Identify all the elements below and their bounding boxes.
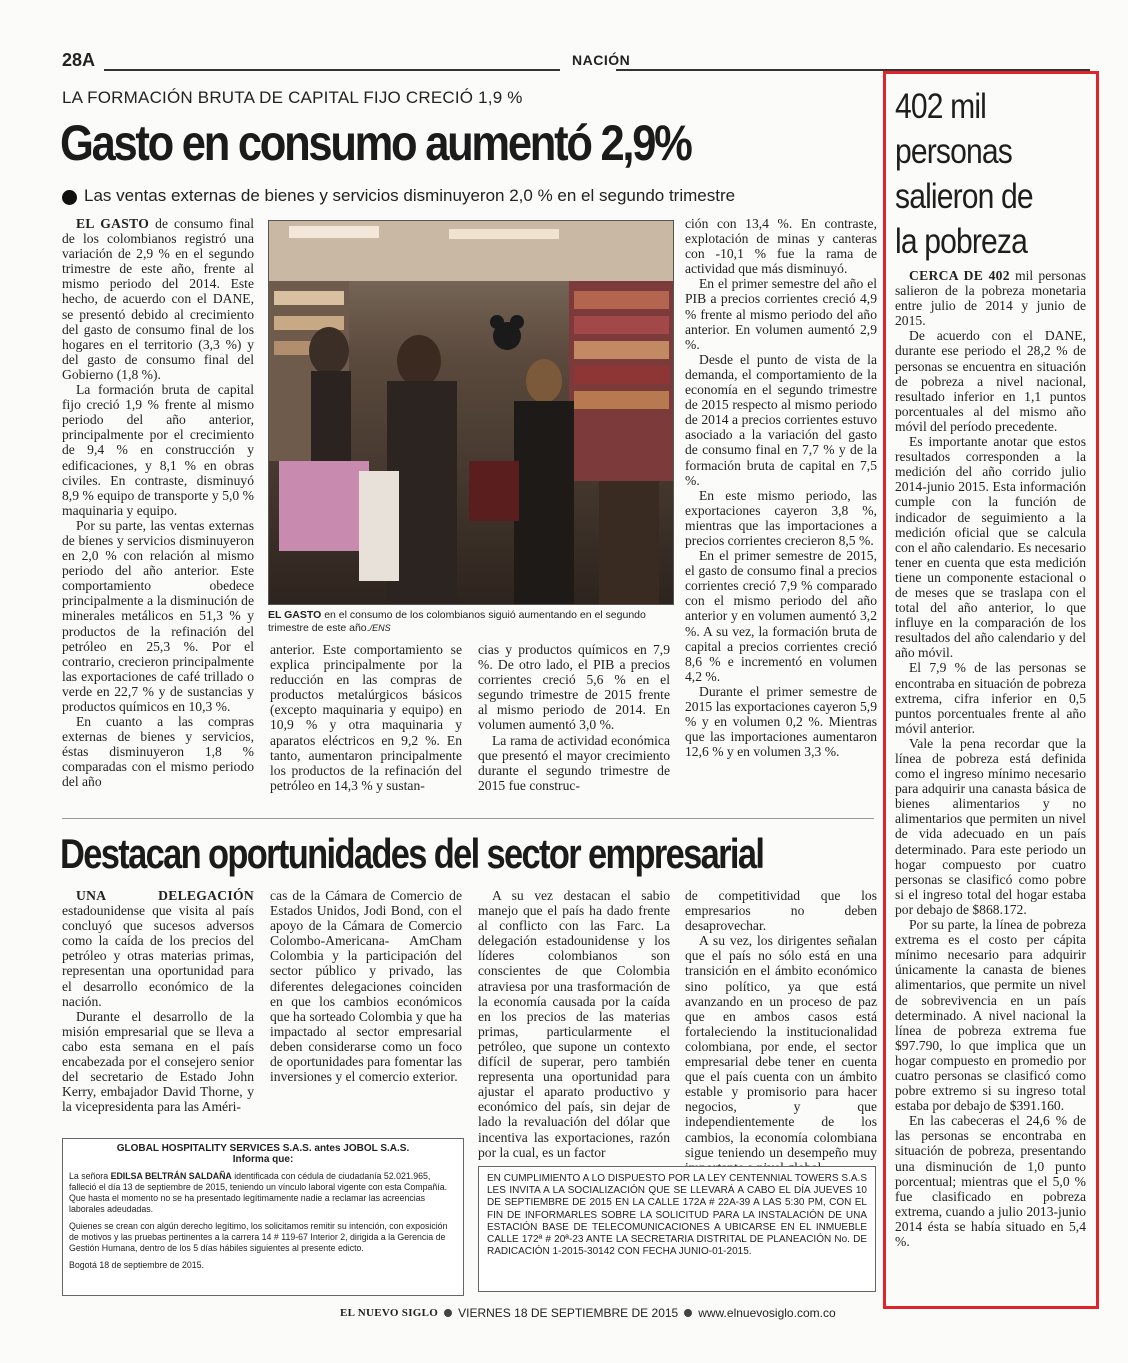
article2-paragraph: de competitividad que los empresarios no deben desaprovechar. [685,888,877,934]
article1-paragraph: cias y productos químicos en 7,9 %. De otro lado, el PIB a precios corrientes creció 5,6 % en el segundo trimestre de 2015 frente al mismo periodo de 2014. En volumen aumentó 3,0 %. [478,642,670,733]
sidebar-headline-line: salieron de [895,177,1033,216]
footer-bullet-icon [444,1309,452,1317]
article2-paragraph: cas de la Cámara de Comercio de Estados Unidos, Jodi Bond, con el apoyo de la Cámara de Comercio Colombo-Americana- AmCham Colombia y la participación del sector público y privado, las diferentes delegaciones coinciden en que los cambios económicos que ha sorteado Colombia y que ha impactado al sector empresarial deben considerarse como un foco de oportunidades para fomentar las inversiones y el comercio exterior. [270,888,462,1085]
sidebar-headline-line: 402 mil [895,87,987,126]
article2-paragraph: A su vez destacan el sabio manejo que el país ha dado frente al conflicto con las Farc. La delegación estadounidense y los líderes colombianos son conscientes de que Colombia atraviesa por una trasformación de la economía causada por la caída en los precios de las materias primas, particularmente el petróleo, que supone un contexto difícil de superar, pero también representa una oportunidad para ajustar el aparato productivo y económico del país, sin dejar de lado la revaluación del dólar que incentiva las exportaciones, razón por la cual, es un factor [478,888,670,1160]
article2-column-4 [685,888,877,1175]
article1-deck: Las ventas externas de bienes y servicios disminuyeron 2,0 % en el segundo trimestre [84,186,736,205]
footer [340,1306,836,1320]
article2-text: estadounidense que visita al país concluyó que sucesos adversos como la caída de los precios del petróleo y otras materias primas, representan una oportunidad para el desarrollo económico de la nación. [62,903,254,1009]
notice-text: identificada con cédula de ciudadanía 52.021.965, falleció el día 13 de septiembre de 2015, teniendo un vínculo laboral vigente con esta Compañía. Que hasta el momento no se ha presentado legítimamente nadie a reclamar las acreencias laborales adeudadas. [69,1171,448,1214]
article1-paragraph: Durante el primer semestre de 2015 las exportaciones cayeron 5,9 % y en volumen 0,2 %. Mientras que las importaciones aumentaron 12,6 % y en volumen 3,3 %. [685,683,877,760]
sidebar-headline-line: personas [895,132,1012,171]
article1-paragraph: La rama de actividad económica que presentó el mayor crecimiento durante el segundo trimestre de 2015 fue construc- [478,732,670,793]
notice-subtitle: Informa que: [232,1154,294,1165]
sidebar-paragraph: El 7,9 % de las personas se encontraba en situación de pobreza extrema, cifra inferior en 0,5 puntos porcentuales frente al año móvil anterior. [895,660,1086,736]
article1-column-2 [270,642,462,793]
article1-kicker: LA FORMACIÓN BRUTA DE CAPITAL FIJO CRECIÓ 1,9 % [62,88,523,107]
photo-illustration [269,221,674,605]
sidebar-body [895,268,1086,1249]
article2-paragraph: A su vez, los dirigentes señalan que el país no sólo está en una transición en el ámbito económico sino político, ya que está avanzando en un proceso de paz que en ambos casos está fortaleciendo la institucionalidad colombiana, por ende, el sector empresarial debe tener en cuenta que el país cuenta con un ámbito estable y promisorio para hacer negocios, y que independientemente de los cambios, la economía colombiana sigue teniendo un desempeño muy [685,933,877,1160]
article2-column-2 [270,888,462,1084]
article2-lead: UNA DELEGACIÓN [76,888,254,903]
article1-column-4 [685,216,877,759]
sidebar-lead: CERCA DE 402 [909,268,1010,283]
sidebar-paragraph: Es importante anotar que estos resultados corresponden a la medición del año corrido julio 2014-junio 2015. Esta información cumple con la función de indicador de seguimiento a la medición oficial que se calcula con el año calendario. Es necesario tener en cuenta que esta medición tiene un componente estacional o de meses que se traslapa con el total del año anterior, lo que influye en la comparación de los resultados del año calendario y del año móvil. [895,434,1086,661]
article1-paragraph: En cuanto a las compras externas de bienes y servicios, éstas disminuyeron 1,8 % comparadas con el mismo periodo del año [62,714,254,790]
footer-url[interactable]: www.elnuevosiglo.com.co [698,1306,836,1320]
footer-date: VIERNES 18 DE SEPTIEMBRE DE 2015 [458,1306,679,1320]
article2-paragraph [62,888,254,1009]
footer-bullet-icon [684,1309,692,1317]
notice-name: EDILSA BELTRÁN SALDAÑA [110,1171,232,1181]
article1-lead: EL GASTO [76,216,150,231]
notice-date: Bogotá 18 de septiembre de 2015. [69,1260,204,1270]
sidebar-text: mil personas salieron de la pobreza monetaria entre julio de 2014 y junio de 2015. [895,268,1086,329]
caption-credit: /ENS [369,623,391,633]
legal-notice-hospitality [62,1138,464,1296]
article1-paragraph: La formación bruta de capital fijo creció 1,9 % frente al mismo periodo del año anterior, principalmente por el crecimiento de 9,4 % en construcción y edificaciones, y 8,1 % en obras civiles. En contraste, disminuyó 8,9 % equipo de transporte y 5,0 % maquinaria y equipo. [62,382,254,518]
article2-headline: Destacan oportunidades del sector empresarial [60,830,764,877]
header-rule-left [104,69,560,71]
article1-column-3 [478,642,670,793]
article1-text: de consumo final de los colombianos registró una variación de 2,9 % en el segundo trimestre de este año, frente al mismo periodo del 2014. Este hecho, de acuerdo con el DANE, se presentó debido al crecimiento del gasto de consumo final de los hogares en el territorio (3,3 %) y del gasto de consumo final del Gobierno (1,8 %). [62,216,254,382]
article1-paragraph: Por su parte, las ventas externas de bienes y servicios disminuyeron en 2,0 % con relación al mismo periodo del año anterior. Este comportamiento obedece principalmente a la disminución de minerales metálicos en 51,3 % y productos de la refinación del petróleo en 25,3 %. Por el contrario, crecieron principalmente las exportaciones de café trillado o verde en 22,7 % y de sustancias y productos químicos en 10,3 %. [62,517,254,714]
footer-masthead: EL NUEVO SIGLO [340,1307,439,1319]
sidebar-headline [895,84,1067,264]
shopping-crowd-photo [268,220,674,605]
section-label: NACIÓN [572,52,631,68]
article1-paragraph: ción con 13,4 %. En contraste, explotación de minas y canteras con -10,1 % fue la rama de actividad que más disminuyó. [685,216,877,277]
sidebar-paragraph [895,268,1086,328]
sidebar-headline-line: la pobreza [895,222,1027,261]
deck-bullet-icon [62,190,77,205]
article2-column-1 [62,888,254,1114]
sidebar-paragraph: En las cabeceras el 24,6 % de las personas se encontraba en situación de pobreza, presentando una disminución de 1,0 punto porcentual; mientras que el 5,0 % fue clasificado en pobreza extrema, cuando a julio 2013-junio 2014 ésta se había situado en 5,4 %. [895,1113,1086,1249]
page-number: 28A [62,50,96,70]
notice-paragraph [69,1171,457,1215]
article1-paragraph: En el primer semestre de 2015, el gasto de consumo final a precios corrientes creció 7,9 % comparado con el mismo periodo del año anterior y en volumen aumentó 3,2 %. A su vez, la formación bruta de capital a precios corrientes creció 8,6 % e incrementó en volumen 4,2 %. [685,548,877,684]
article2-column-3 [478,888,670,1160]
sidebar-paragraph: Por su parte, la línea de pobreza extrema es el costo per cápita mínimo necesario para adquirir únicamente la canasta de bienes alimentarios, que permite un nivel de sobrevivencia en un país determinado. A nivel nacional la línea de pobreza extrema fue $97.790, lo que implica que un hogar compuesto en promedio por cuatro personas se clasificó como pobre extremo si su ingreso total estaba por debajo de $391.160. [895,917,1086,1114]
article2-paragraph: Durante el desarrollo de la misión empresarial que se lleva a cabo esta semana en el país encabezada por el consejero senior del secretario de Estado John Kerry, embajador David Thorne, y la vicepresidenta para las Améri- [62,1008,254,1115]
article1-paragraph: En este mismo periodo, las exportaciones cayeron 3,8 %, mientras que las importaciones a precios corrientes crecieron 8,5 %. [685,487,877,548]
article1-paragraph [62,216,254,382]
article1-headline: Gasto en consumo aumentó 2,9% [60,115,691,171]
notice-text: EN CUMPLIMIENTO A LO DISPUESTO POR LA LEY CENTENNIAL TOWERS S.A.S LES INVITA A LA SOCIALIZACIÓN QUE SE LLEVARÁ A CABO EL DÍA JUEVES 10 DE SEPTIEMBRE DE 2015 EN LA CALLE 172A # 22A-39 A LAS 5:30 PM, CON EL FIN DE INFORMARLES SOBRE LA SOLICITUD PARA LA INSTALACIÓN DE UNA ESTACIÓN BASE DE TELECOMUNICACIONES A UBICARSE EN EL INMUEBLE CALLE 172ª # 20ª-23 ANTE LA SECRETARIA DISTRITAL DE PLANEACIÓN No. DE RADICACIÓN 1-2015-30142 CON FECHA JUNIO-01-2015. [487,1173,867,1258]
caption-text: en el consumo de los colombianos siguió aumentando en el segundo trimestre de este año. [268,609,646,634]
article1-paragraph: Desde el punto de vista de la demanda, el comportamiento de la economía en el segundo trimestre de 2015 respecto al mismo periodo de 2014 a precios corrientes estuvo asociado a la variación del gasto de consumo final en 7,7 % y de la formación bruta de capital en 7,5 %. [685,351,877,488]
notice-paragraph: Quienes se crean con algún derecho legítimo, los solicitamos remitir su intención, con exposición de motivos y las pruebas pertinentes a la carrera 14 # 119-67 Interior 2, dirigida a la Gerencia de Gestión Humana, dentro de los 5 días hábiles siguientes al presente edicto. [69,1221,448,1253]
article1-paragraph: En el primer semestre del año el PIB a precios corrientes creció 4,9 % frente al mismo periodo del año anterior. En volumen aumentó 2,9 %. [685,276,877,352]
article1-paragraph: anterior. Este comportamiento se explica principalmente por la reducción en las compras de productos metalúrgicos básicos (excepto maquinaria y equipo) en 10,9 % y otra maquinaria y aparatos eléctricos en 9,2 %. En tanto, aumentaron principalmente los productos de la refinación del petróleo en 14,3 % y sustan- [270,642,462,793]
article-divider [62,818,874,819]
caption-lead: EL GASTO [268,609,322,621]
notice-text: La señora [69,1171,111,1181]
photo-caption [268,609,674,635]
notice-title: GLOBAL HOSPITALITY SERVICES S.A.S. antes JOBOL S.A.S. [116,1143,410,1154]
legal-notice-centennial [478,1166,876,1292]
article1-column-1 [62,216,254,790]
sidebar-paragraph: De acuerdo con el DANE, durante ese periodo el 28,2 % de personas se encuentra en situación de pobreza a nivel nacional, resultado inferior en 1,1 puntos porcentuales al del mismo año móvil del período precedente. [895,328,1086,434]
sidebar-paragraph: Vale la pena recordar que la línea de pobreza está definida como el ingreso mínimo necesario para adquirir una canasta básica de bienes alimentarios y no alimentarios que permiten un nivel de vida adecuado en un país determinado. Para este periodo un hogar compuesto por cuatro personas se clasificó como pobre si el ingreso total del hogar estaba por debajo de $868.172. [895,735,1086,917]
